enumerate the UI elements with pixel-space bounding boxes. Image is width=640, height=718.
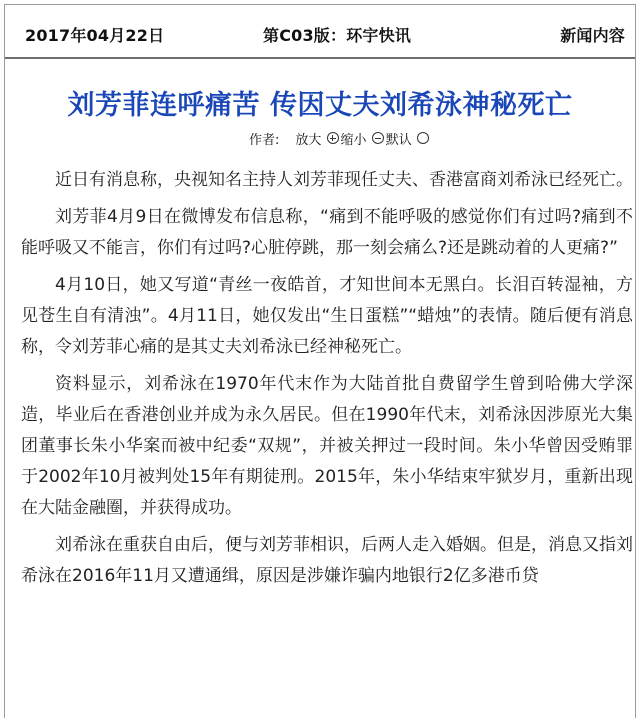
article-paragraph: 4月10日，她又写道“青丝一夜皓首，才知世间本无黑白。长泪百转湿袖，方见苍生自有清浊”。4月11日，她仅发出“生日蛋糕”“蜡烛”的表情。随后便有消息称，令刘芳菲心痛的是其丈夫刘希泳已经神秘死亡。 [21,275,633,357]
issue-date: 2017年04月22日 [25,26,165,45]
zoom-default-icon [417,132,429,144]
page-header [5,5,635,59]
author-label: 作者: [249,133,280,148]
edition-label: 第C03版：环宇快讯 [263,26,412,45]
article-paragraph: 刘希泳在重获自由后，便与刘芳菲相识，后两人走入婚姻。但是，消息又指刘希泳在2016年11月又遭通缉，原因是涉嫌诈骗内地银行2亿多港币贷 [21,535,633,586]
article-paragraph: 资料显示，刘希泳在1970年代末作为大陆首批自费留学生曾到哈佛大学深造，毕业后在香港创业并成为永久居民。但在1990年代末，刘希泳因涉原光大集团董事长朱小华案而被中纪委“双规”，并被关押过一段时间。朱小华曾因受贿罪于2002年10月被判处15年有期徒刑。2015年，朱小华结束牢狱岁月，重新出现在大陆金融圈，并获得成功。 [21,374,633,518]
zoom-in-icon [327,132,339,144]
zoom-in-button[interactable]: 放大 [295,129,340,148]
article-paragraph: 近日有消息称，央视知名主持人刘芳菲现任丈夫、香港富商刘希泳已经死亡。 [55,170,633,190]
section-label: 新闻内容 [560,26,625,45]
newspaper-page [4,4,636,718]
zoom-out-icon [372,132,384,144]
byline-toolbar [249,129,431,148]
article-headline: 刘芳菲连呼痛苦 传因丈夫刘希泳神秘死亡 [67,90,573,121]
zoom-default-button[interactable]: 默认 [386,129,431,148]
article-body [21,165,633,598]
zoom-out-button[interactable]: 缩小 [341,129,386,148]
article-paragraph: 刘芳菲4月9日在微博发布信息称，“痛到不能呼吸的感觉你们有过吗?痛到不能呼吸又不能言，你们有过吗?心脏停跳，那一刻会痛么?还是跳动着的人更痛?” [21,207,633,258]
